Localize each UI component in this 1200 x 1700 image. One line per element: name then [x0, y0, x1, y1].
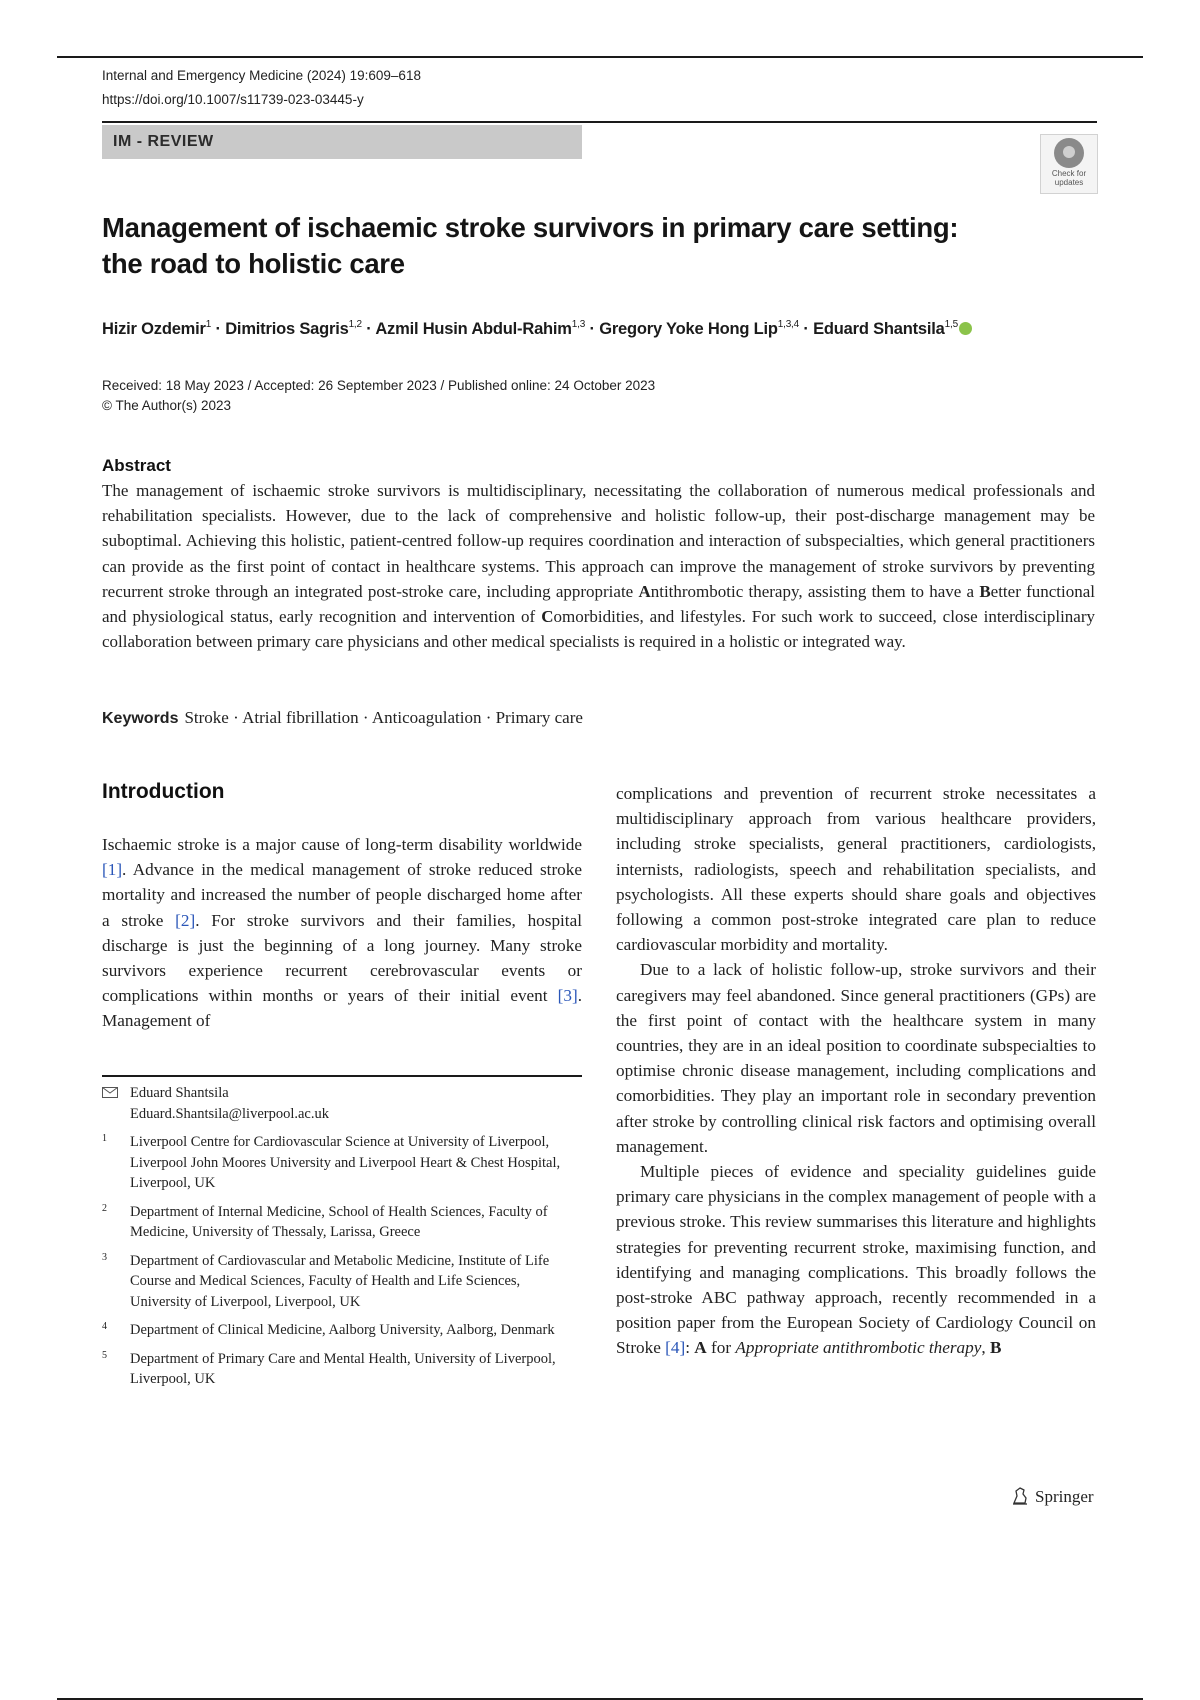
affiliation-text: Department of Cardiovascular and Metabolic Medicine, Institute of Life Course and Medical Sciences, Faculty of Health and Life Sciences, University of Liverpool, Liverpool, UK — [130, 1252, 550, 1310]
author-separator: · — [585, 320, 600, 338]
author-separator: · — [799, 320, 814, 338]
abstract-bold-letter: C — [541, 607, 554, 627]
abstract-text-part: etter functional and physiological status, early recognition and intervention of — [102, 581, 1095, 627]
abstract-section — [102, 454, 1095, 654]
body-text: for — [706, 1338, 736, 1358]
italic-text: Appropriate antithrombotic therapy — [735, 1338, 982, 1358]
author-name[interactable]: Dimitrios Sagris — [225, 320, 349, 338]
journal-header — [102, 64, 421, 112]
affiliation-number: 4 — [102, 1321, 107, 1332]
abstract-text-part: omorbidities, and lifestyles. For such work to succeed, close interdisciplinary collaboration between primary care physicians and other medical specialists is required in a holistic or integrated way. — [102, 607, 1096, 652]
citation-link[interactable]: [4] — [665, 1338, 686, 1358]
author-separator: · — [211, 320, 226, 338]
affiliation-text: Department of Clinical Medicine, Aalborg University, Aalborg, Denmark — [130, 1322, 555, 1338]
intro-paragraph — [616, 1159, 1096, 1361]
bold-letter: A — [694, 1338, 707, 1358]
affiliation-text: Liverpool Centre for Cardiovascular Science at University of Liverpool, Liverpool John Moores University and Liverpool Heart & Chest Hospital, Liverpool, UK — [130, 1134, 561, 1191]
affiliation-number: 1 — [102, 1133, 107, 1144]
body-text: : — [685, 1338, 695, 1358]
affiliation-number: 5 — [102, 1349, 107, 1361]
citation-link[interactable]: [3] — [557, 986, 578, 1006]
title-line-2: the road to holistic care — [102, 248, 405, 279]
affiliation-item — [102, 1202, 582, 1243]
affiliation-item — [102, 1320, 582, 1341]
abstract-text-part: The management of ischaemic stroke survivors is multidisciplinary, necessitating the collaboration of numerous medical professionals and rehabilitation specialists. However, due to the lack of comprehensive and holistic follow-up, their post-discharge management may be suboptimal. Achieving this holistic, patient-centred follow-up requires coordination and interaction of subspecialties, which general practitioners can provide as the first point of contact in healthcare systems. This approach can improve the management of stroke survivors by preventing recurrent stroke through an integrated post-stroke care, including appropriate — [102, 481, 1095, 601]
author-affiliation: 1,5 — [944, 319, 958, 330]
section-rule — [102, 121, 1097, 123]
orcid-icon[interactable] — [959, 322, 972, 335]
affiliation-number: 3 — [102, 1251, 107, 1263]
author-name[interactable]: Hizir Ozdemir — [102, 320, 206, 338]
envelope-icon — [102, 1087, 118, 1098]
corresponding-name: Eduard Shantsila — [130, 1085, 229, 1101]
keywords-label: Keywords — [102, 710, 179, 727]
body-text: Ischaemic stroke is a major cause of long-term disability worldwide — [102, 835, 582, 854]
left-column — [102, 832, 582, 1034]
check-updates-icon — [1054, 138, 1084, 168]
author-list — [102, 317, 1102, 341]
corresponding-author — [102, 1083, 582, 1124]
keywords — [102, 706, 1095, 731]
author-affiliation: 1,2 — [348, 319, 362, 330]
copyright-line: © The Author(s) 2023 — [102, 398, 232, 413]
abstract-text — [102, 478, 1095, 654]
affiliation-item — [102, 1349, 582, 1390]
publisher-logo — [1010, 1485, 1094, 1509]
author-name[interactable]: Eduard Shantsila — [813, 320, 945, 338]
publisher-name: Springer — [1035, 1487, 1094, 1506]
body-text: Multiple pieces of evidence and speciality guidelines guide primary care physicians in the complex management of people with a previous stroke. This review summarises this literature and highlights strategies for preventing recurrent stroke, maximising function, and identifying and managing complications. This broadly follows the post-stroke ABC pathway approach, recently recommended in a position paper from the European Society of Cardiology Council on Stroke — [616, 1162, 1096, 1358]
intro-paragraph — [102, 832, 582, 1034]
author-separator: · — [361, 320, 376, 338]
citation-link[interactable]: [1] — [102, 860, 123, 880]
affiliation-number: 2 — [102, 1202, 107, 1214]
check-for-updates-badge[interactable] — [1040, 134, 1098, 194]
footnotes — [102, 1083, 582, 1398]
abstract-text-part: ntithrombotic therapy, assisting them to have a — [650, 581, 980, 601]
keywords-list: Stroke · Atrial fibrillation · Anticoagulation · Primary care — [184, 708, 583, 727]
footnote-rule — [102, 1075, 582, 1077]
abstract-heading: Abstract — [102, 456, 171, 475]
check-badge-line2: updates — [1054, 178, 1084, 187]
title-line-1: Management of ischaemic stroke survivors in primary care setting: — [102, 212, 959, 243]
author-name[interactable]: Azmil Husin Abdul-Rahim — [375, 320, 572, 338]
body-text: . Advance in the medical management of stroke reduced stroke mortality and increased the number of people discharged home after a stroke — [102, 860, 582, 930]
dates-line: Received: 18 May 2023 / Accepted: 26 September 2023 / Published online: 24 October 2023 — [102, 378, 656, 393]
author-affiliation: 1,3,4 — [777, 319, 799, 330]
affiliation-text: Department of Primary Care and Mental Health, University of Liverpool, Liverpool, UK — [130, 1350, 556, 1387]
corresponding-email[interactable]: Eduard.Shantsila@liverpool.ac.uk — [130, 1105, 329, 1122]
citation-link[interactable]: [2] — [175, 910, 196, 930]
journal-citation: Internal and Emergency Medicine (2024) 19:609–618 — [102, 68, 421, 83]
right-column — [616, 781, 1096, 1361]
article-title — [102, 210, 1102, 282]
abstract-bold-letter: A — [638, 581, 651, 601]
abstract-bold-letter: B — [979, 581, 991, 601]
introduction-heading: Introduction — [102, 780, 225, 803]
springer-horse-icon — [1010, 1486, 1030, 1506]
affiliation-item — [102, 1132, 582, 1194]
doi-link[interactable]: https://doi.org/10.1007/s11739-023-03445-y — [102, 92, 364, 107]
bold-letter: B — [989, 1338, 1002, 1358]
intro-paragraph: complications and prevention of recurrent stroke necessitates a multidisciplinary approach from various healthcare providers, including stroke specialists, general practitioners, cardiologists, internists, radiologists, speech and rehabilitation specialists, and psychologists. All these experts should share goals and objectives following a common post-stroke integrated care plan to reduce cardiovascular morbidity and mortality. — [616, 784, 1096, 955]
body-text: , — [981, 1338, 990, 1358]
top-rule — [57, 56, 1143, 58]
affiliation-text: Department of Internal Medicine, School of Health Sciences, Faculty of Medicine, University of Thessaly, Larissa, Greece — [130, 1203, 548, 1240]
author-affiliation: 1,3 — [571, 319, 586, 330]
body-text: . For stroke survivors and their families, hospital discharge is just the beginning of a long journey. Many stroke survivors experience recurrent cerebrovascular events or complications within months or years of their initial event — [102, 910, 582, 1006]
author-affiliation: 1 — [205, 319, 212, 330]
body-text: . Management of — [102, 986, 582, 1031]
check-badge-line1: Check for — [1051, 169, 1087, 178]
affiliation-item — [102, 1251, 582, 1313]
publication-dates — [102, 376, 655, 416]
section-banner: IM - REVIEW — [102, 125, 582, 159]
author-name[interactable]: Gregory Yoke Hong Lip — [599, 320, 778, 338]
intro-paragraph: Due to a lack of holistic follow-up, stroke survivors and their caregivers may feel abandoned. Since general practitioners (GPs) are the first point of contact with the healthcare system in many countries, they are in an ideal position to coordinate subspecialties to optimise chronic disease management, including complications and comorbidities. They play an important role in secondary prevention after stroke by controlling clinical risk factors and optimising overall management. — [616, 960, 1096, 1156]
